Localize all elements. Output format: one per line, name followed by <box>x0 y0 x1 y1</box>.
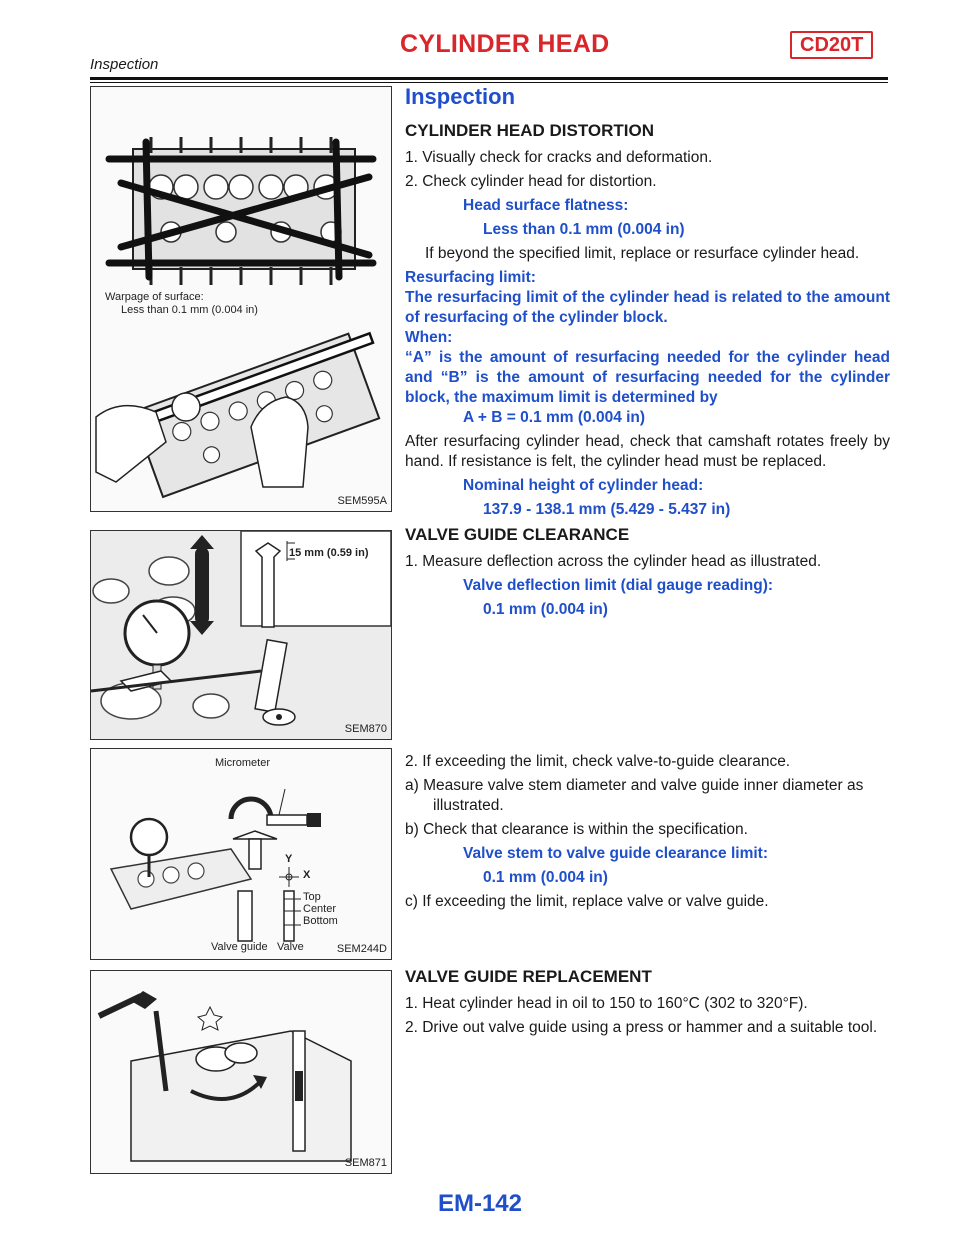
spec-label: Head surface flatness: <box>463 197 629 214</box>
spec-label: Valve stem to valve guide clearance limit: <box>463 845 768 862</box>
after-resurfacing-note: After resurfacing cylinder head, check that camshaft rotates freely by hand. If resistance is felt, the cylinder head must be replaced. <box>405 433 890 470</box>
step-2: 2. Drive out valve guide using a press or hammer and a suitable tool. <box>405 1019 878 1036</box>
figure-code: SEM595A <box>337 495 387 507</box>
axis-x-label: X <box>303 869 311 881</box>
height-spec-label: Nominal height of cylinder head: <box>463 477 704 494</box>
step-1: 1. Heat cylinder head in oil to 150 to 160°C (302 to 320°F). <box>405 995 808 1012</box>
valve-guide-replacement-section <box>405 966 890 1042</box>
valve-guide-clearance-continued <box>405 752 890 916</box>
spec-label: Valve deflection limit (dial gauge reading): <box>463 577 774 594</box>
page-number: EM-142 <box>437 1190 523 1217</box>
header-rule <box>90 77 888 80</box>
resurfacing-label: Resurfacing limit: <box>405 269 536 286</box>
inspection-section <box>405 84 890 524</box>
engine-code-badge: CD20T <box>790 31 873 59</box>
spec-value: 0.1 mm (0.004 in) <box>483 601 608 618</box>
subsection-title: CYLINDER HEAD DISTORTION <box>405 121 655 140</box>
spec-value: 0.1 mm (0.004 in) <box>483 869 608 886</box>
when-label: When: <box>405 329 453 346</box>
step-1: 1. Visually check for cracks and deformation. <box>405 149 713 166</box>
dial-gauge-illustration <box>91 531 391 739</box>
subsection-title: VALVE GUIDE CLEARANCE <box>405 525 630 544</box>
figure-valve-guide-clearance <box>90 530 392 740</box>
center-label: Center <box>303 903 337 915</box>
top-label: Top <box>303 891 321 903</box>
valve-label: Valve <box>277 941 304 953</box>
axis-y-label: Y <box>285 853 293 865</box>
step-a: a) Measure valve stem diameter and valve guide inner diameter as illustrated. <box>405 777 864 814</box>
formula: A + B = 0.1 mm (0.004 in) <box>463 409 646 426</box>
when-text: “A” is the amount of resurfacing needed for the cylinder head and “B” is the amount of resurfacing needed for the cylinder block, the maximum limit is determined by <box>405 349 890 406</box>
hammer-drift-illustration <box>91 971 391 1173</box>
figure-valve-stem-measurement <box>90 748 392 960</box>
figure-valve-guide-replacement <box>90 970 392 1174</box>
figure-cylinder-head-distortion <box>90 86 392 512</box>
micrometer-illustration <box>91 749 391 959</box>
valve-guide-label: Valve guide <box>211 941 268 953</box>
figure-caption: Warpage of surface: <box>105 291 204 303</box>
section-title: Inspection <box>405 84 516 109</box>
figure-code: SEM244D <box>336 943 387 955</box>
bottom-label: Bottom <box>303 915 338 927</box>
height-spec-value: 137.9 - 138.1 mm (5.429 - 5.437 in) <box>483 501 731 518</box>
step-b: b) Check that clearance is within the specification. <box>405 821 748 838</box>
subsection-title: VALVE GUIDE REPLACEMENT <box>405 967 652 986</box>
note: If beyond the specified limit, replace or resurface cylinder head. <box>425 245 860 262</box>
header-rule-thin <box>90 82 888 83</box>
page-header-title: CYLINDER HEAD <box>400 30 610 58</box>
valve-guide-clearance-section <box>405 524 890 624</box>
resurfacing-text: The resurfacing limit of the cylinder head is related to the amount of resurfacing of the cylinder block. <box>405 289 890 326</box>
micrometer-label: Micrometer <box>215 757 271 769</box>
dimension-label: 15 mm (0.59 in) <box>289 547 369 559</box>
step-2: 2. If exceeding the limit, check valve-to-guide clearance. <box>405 753 791 770</box>
spec-value: Less than 0.1 mm (0.004 in) <box>483 221 685 238</box>
figure-code: SEM870 <box>344 723 387 735</box>
figure-code: SEM871 <box>344 1157 387 1169</box>
page-header-subtitle: Inspection <box>90 56 159 73</box>
step-2: 2. Check cylinder head for distortion. <box>405 173 657 190</box>
step-c: c) If exceeding the limit, replace valve or valve guide. <box>405 893 769 910</box>
step-1: 1. Measure deflection across the cylinder head as illustrated. <box>405 553 822 570</box>
figure-caption-value: Less than 0.1 mm (0.004 in) <box>121 304 258 316</box>
